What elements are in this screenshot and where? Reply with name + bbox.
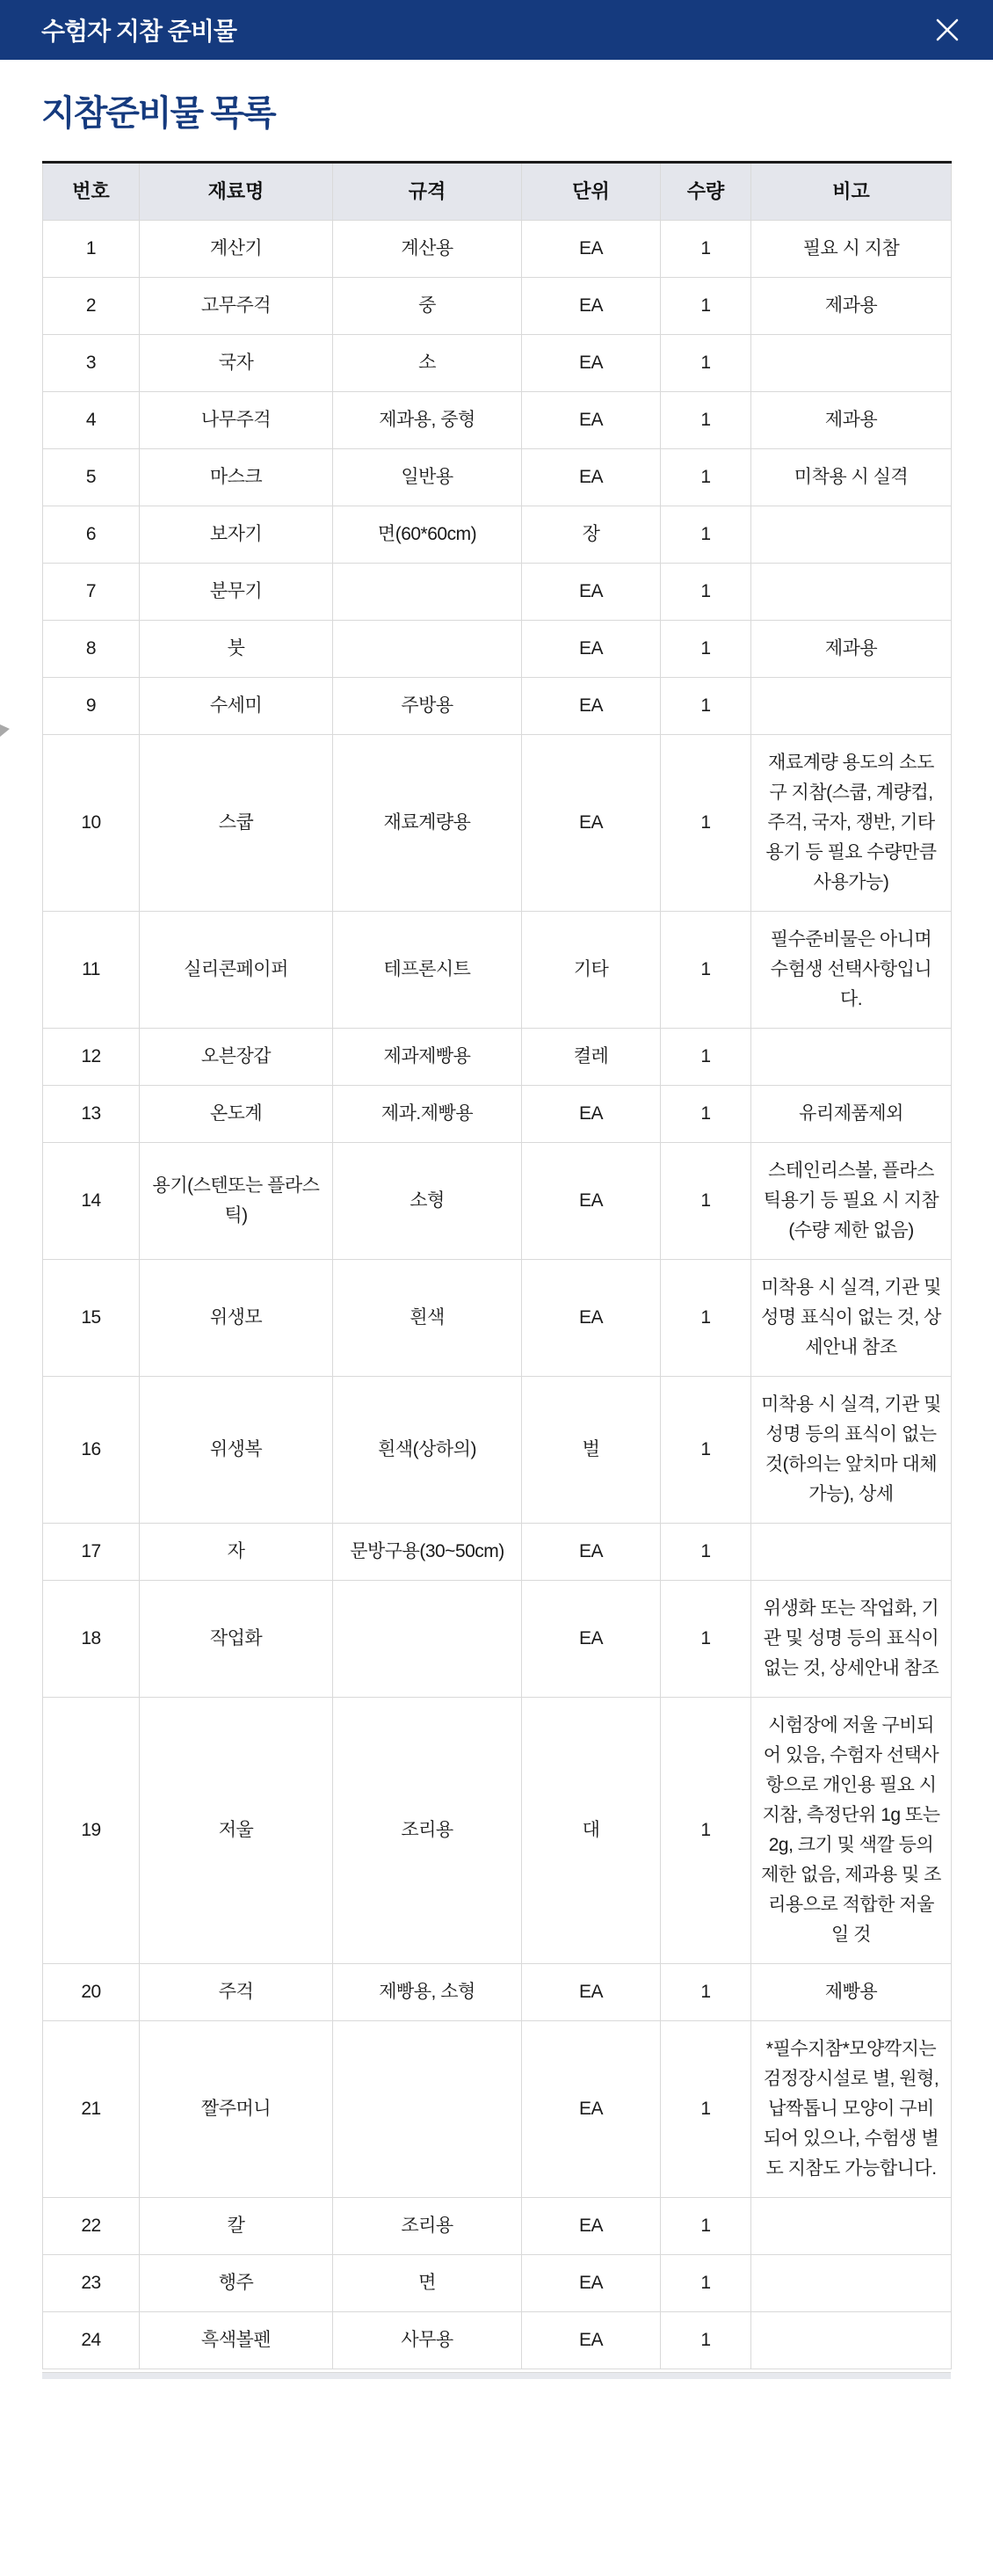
table-cell: 보자기 <box>140 506 333 564</box>
table-cell: 소형 <box>333 1143 522 1260</box>
table-cell: 문방구용(30~50cm) <box>333 1524 522 1581</box>
table-cell: 스쿱 <box>140 735 333 912</box>
table-cell: EA <box>522 1260 661 1377</box>
table-cell: EA <box>522 335 661 392</box>
table-cell: 장 <box>522 506 661 564</box>
table-cell: 8 <box>43 621 140 678</box>
table-cell: 재료계량 용도의 소도구 지참(스쿱, 계량컵, 주걱, 국자, 쟁반, 기타 용기 등 필요 수량만큼 사용가능) <box>751 735 952 912</box>
table-cell: 23 <box>43 2255 140 2312</box>
table-cell: 주방용 <box>333 678 522 735</box>
table-cell: 위생복 <box>140 1377 333 1524</box>
table-cell: 미착용 시 실격, 기관 및 성명 표식이 없는 것, 상세안내 참조 <box>751 1260 952 1377</box>
table-cell <box>751 564 952 621</box>
table-row <box>43 2255 952 2312</box>
table-row <box>43 735 952 912</box>
table-row <box>43 2021 952 2198</box>
table-cell: 제과용 <box>751 392 952 449</box>
table-cell: 1 <box>661 678 751 735</box>
table-cell: 사무용 <box>333 2312 522 2369</box>
table-cell: 재료계량용 <box>333 735 522 912</box>
table-cell: 제과.제빵용 <box>333 1086 522 1143</box>
table-cell: EA <box>522 392 661 449</box>
table-row <box>43 392 952 449</box>
table-cell: 조리용 <box>333 2198 522 2255</box>
table-cell: 15 <box>43 1260 140 1377</box>
table-cell <box>751 335 952 392</box>
modal-title: 수험자 지참 준비물 <box>41 18 236 45</box>
table-row <box>43 1524 952 1581</box>
table-cell: 칼 <box>140 2198 333 2255</box>
table-cell: 1 <box>661 1377 751 1524</box>
table-cell: 1 <box>661 2255 751 2312</box>
table-cell: 제과제빵용 <box>333 1029 522 1086</box>
header-cell: 재료명 <box>140 163 333 221</box>
table-cell: 작업화 <box>140 1581 333 1698</box>
table-cell: 1 <box>661 564 751 621</box>
table-cell: 9 <box>43 678 140 735</box>
table-cell: 분무기 <box>140 564 333 621</box>
table-row <box>43 506 952 564</box>
table-cell: 1 <box>661 2198 751 2255</box>
table-cell <box>751 2198 952 2255</box>
table-cell: 제과용 <box>751 278 952 335</box>
table-row <box>43 1143 952 1260</box>
table-cell: 제빵용, 소형 <box>333 1964 522 2021</box>
table-cell: EA <box>522 1964 661 2021</box>
table-cell: EA <box>522 221 661 278</box>
table-cell: EA <box>522 735 661 912</box>
table-row <box>43 1698 952 1964</box>
table-row <box>43 1086 952 1143</box>
modal-header <box>0 0 993 60</box>
prep-items-table <box>42 161 952 2369</box>
table-row <box>43 912 952 1029</box>
table-cell: 1 <box>661 621 751 678</box>
table-row <box>43 449 952 506</box>
table-cell: 13 <box>43 1086 140 1143</box>
table-cell: 켤레 <box>522 1029 661 1086</box>
table-cell: 벌 <box>522 1377 661 1524</box>
table-cell <box>333 1581 522 1698</box>
table-cell: 일반용 <box>333 449 522 506</box>
table-cell: EA <box>522 564 661 621</box>
table-cell: 14 <box>43 1143 140 1260</box>
table-cell <box>333 564 522 621</box>
table-cell: 나무주걱 <box>140 392 333 449</box>
table-cell: 필수준비물은 아니며 수험생 선택사항입니다. <box>751 912 952 1029</box>
table-cell: 조리용 <box>333 1698 522 1964</box>
cursor-artifact <box>0 724 10 737</box>
table-cell: 4 <box>43 392 140 449</box>
header-cell: 단위 <box>522 163 661 221</box>
next-section-partial <box>42 2372 951 2379</box>
table-cell: 24 <box>43 2312 140 2369</box>
table-cell: EA <box>522 2255 661 2312</box>
table-cell: 22 <box>43 2198 140 2255</box>
table-cell: EA <box>522 621 661 678</box>
table-cell: EA <box>522 278 661 335</box>
table-row <box>43 278 952 335</box>
table-cell: 유리제품제외 <box>751 1086 952 1143</box>
table-cell: 12 <box>43 1029 140 1086</box>
table-cell: 1 <box>661 2021 751 2198</box>
table-cell: 미착용 시 실격 <box>751 449 952 506</box>
table-row <box>43 678 952 735</box>
table-row <box>43 621 952 678</box>
table-cell: 계산기 <box>140 221 333 278</box>
table-cell: 1 <box>661 392 751 449</box>
table-cell: 1 <box>661 912 751 1029</box>
table-cell: 20 <box>43 1964 140 2021</box>
table-cell: 스테인리스볼, 플라스틱용기 등 필요 시 지참(수량 제한 없음) <box>751 1143 952 1260</box>
table-cell: 11 <box>43 912 140 1029</box>
table-cell: 1 <box>661 221 751 278</box>
table-cell: 1 <box>661 2312 751 2369</box>
table-cell: EA <box>522 1581 661 1698</box>
table-cell: 10 <box>43 735 140 912</box>
table-row <box>43 335 952 392</box>
table-row <box>43 1964 952 2021</box>
table-cell: 제과용 <box>751 621 952 678</box>
table-cell: 주걱 <box>140 1964 333 2021</box>
table-cell: 1 <box>661 1581 751 1698</box>
table-cell: 위생모 <box>140 1260 333 1377</box>
table-cell: 1 <box>661 1524 751 1581</box>
close-icon <box>934 17 960 43</box>
table-cell: 고무주걱 <box>140 278 333 335</box>
table-cell <box>751 2255 952 2312</box>
table-cell: 1 <box>661 1029 751 1086</box>
table-cell: 온도계 <box>140 1086 333 1143</box>
table-cell <box>333 621 522 678</box>
table-header-row <box>43 163 952 221</box>
table-cell: 1 <box>661 1964 751 2021</box>
table-cell: 붓 <box>140 621 333 678</box>
table-cell: 필요 시 지참 <box>751 221 952 278</box>
table-cell: 면 <box>333 2255 522 2312</box>
table-cell: 실리콘페이퍼 <box>140 912 333 1029</box>
table-cell: 2 <box>43 278 140 335</box>
table-cell: 국자 <box>140 335 333 392</box>
table-cell <box>751 1029 952 1086</box>
table-cell <box>751 506 952 564</box>
table-cell: 제과용, 중형 <box>333 392 522 449</box>
table-cell: 1 <box>661 335 751 392</box>
page-title: 지참준비물 목록 <box>41 94 275 133</box>
table-cell <box>751 2312 952 2369</box>
table-cell: 19 <box>43 1698 140 1964</box>
table-cell: 5 <box>43 449 140 506</box>
table-cell: 흑색볼펜 <box>140 2312 333 2369</box>
table-cell: 1 <box>661 449 751 506</box>
table-row <box>43 564 952 621</box>
table-cell: 미착용 시 실격, 기관 및 성명 등의 표식이 없는 것(하의는 앞치마 대체 가능), 상세 <box>751 1377 952 1524</box>
header-cell: 수량 <box>661 163 751 221</box>
table-cell: 행주 <box>140 2255 333 2312</box>
table-cell: 중 <box>333 278 522 335</box>
table-cell: EA <box>522 2312 661 2369</box>
table-row <box>43 1581 952 1698</box>
table-row <box>43 1029 952 1086</box>
table-cell: 1 <box>661 1698 751 1964</box>
table-cell: 흰색(상하의) <box>333 1377 522 1524</box>
table-cell: 마스크 <box>140 449 333 506</box>
table-cell: 수세미 <box>140 678 333 735</box>
table-cell: EA <box>522 1086 661 1143</box>
header-cell: 비고 <box>751 163 952 221</box>
table-cell: EA <box>522 449 661 506</box>
table-cell <box>751 678 952 735</box>
table-cell: 1 <box>661 1143 751 1260</box>
table-cell <box>333 2021 522 2198</box>
table-cell: 자 <box>140 1524 333 1581</box>
table-cell: 1 <box>661 1086 751 1143</box>
table-cell: 21 <box>43 2021 140 2198</box>
table-cell: 오븐장갑 <box>140 1029 333 1086</box>
table-cell: 1 <box>661 506 751 564</box>
table-cell: 제빵용 <box>751 1964 952 2021</box>
table-cell: 1 <box>661 278 751 335</box>
header-cell: 번호 <box>43 163 140 221</box>
table-cell: 16 <box>43 1377 140 1524</box>
table-cell <box>751 1524 952 1581</box>
table-cell: 1 <box>661 735 751 912</box>
table-cell: 3 <box>43 335 140 392</box>
table-cell: EA <box>522 1524 661 1581</box>
table-row <box>43 1260 952 1377</box>
table-cell: 1 <box>661 1260 751 1377</box>
table-cell: 6 <box>43 506 140 564</box>
table-cell: 테프론시트 <box>333 912 522 1029</box>
table-cell: EA <box>522 2021 661 2198</box>
table-cell: 17 <box>43 1524 140 1581</box>
table-cell: 7 <box>43 564 140 621</box>
table-row <box>43 1377 952 1524</box>
table-row <box>43 2198 952 2255</box>
table-row <box>43 2312 952 2369</box>
table-cell: 흰색 <box>333 1260 522 1377</box>
table-cell: 18 <box>43 1581 140 1698</box>
table-cell: 대 <box>522 1698 661 1964</box>
close-button[interactable] <box>928 11 967 49</box>
table-row <box>43 221 952 278</box>
table-cell: EA <box>522 2198 661 2255</box>
table-cell: 1 <box>43 221 140 278</box>
table-cell: 시험장에 저울 구비되어 있음, 수험자 선택사항으로 개인용 필요 시 지참, 측정단위 1g 또는 2g, 크기 및 색깔 등의 제한 없음, 제과용 및 조리용으로 적합한 저울 일 것 <box>751 1698 952 1964</box>
table-cell: 짤주머니 <box>140 2021 333 2198</box>
header-cell: 규격 <box>333 163 522 221</box>
table-cell: 위생화 또는 작업화, 기관 및 성명 등의 표식이 없는 것, 상세안내 참조 <box>751 1581 952 1698</box>
table-cell: 기타 <box>522 912 661 1029</box>
table-cell: 용기(스텐또는 플라스틱) <box>140 1143 333 1260</box>
table-cell: 저울 <box>140 1698 333 1964</box>
table-cell: 면(60*60cm) <box>333 506 522 564</box>
table-cell: EA <box>522 1143 661 1260</box>
table-cell: *필수지참*모양깍지는 검정장시설로 별, 원형, 납짝톱니 모양이 구비되어 있으나, 수험생 별도 지참도 가능합니다. <box>751 2021 952 2198</box>
table-cell: 계산용 <box>333 221 522 278</box>
table-cell: 소 <box>333 335 522 392</box>
table-cell: EA <box>522 678 661 735</box>
